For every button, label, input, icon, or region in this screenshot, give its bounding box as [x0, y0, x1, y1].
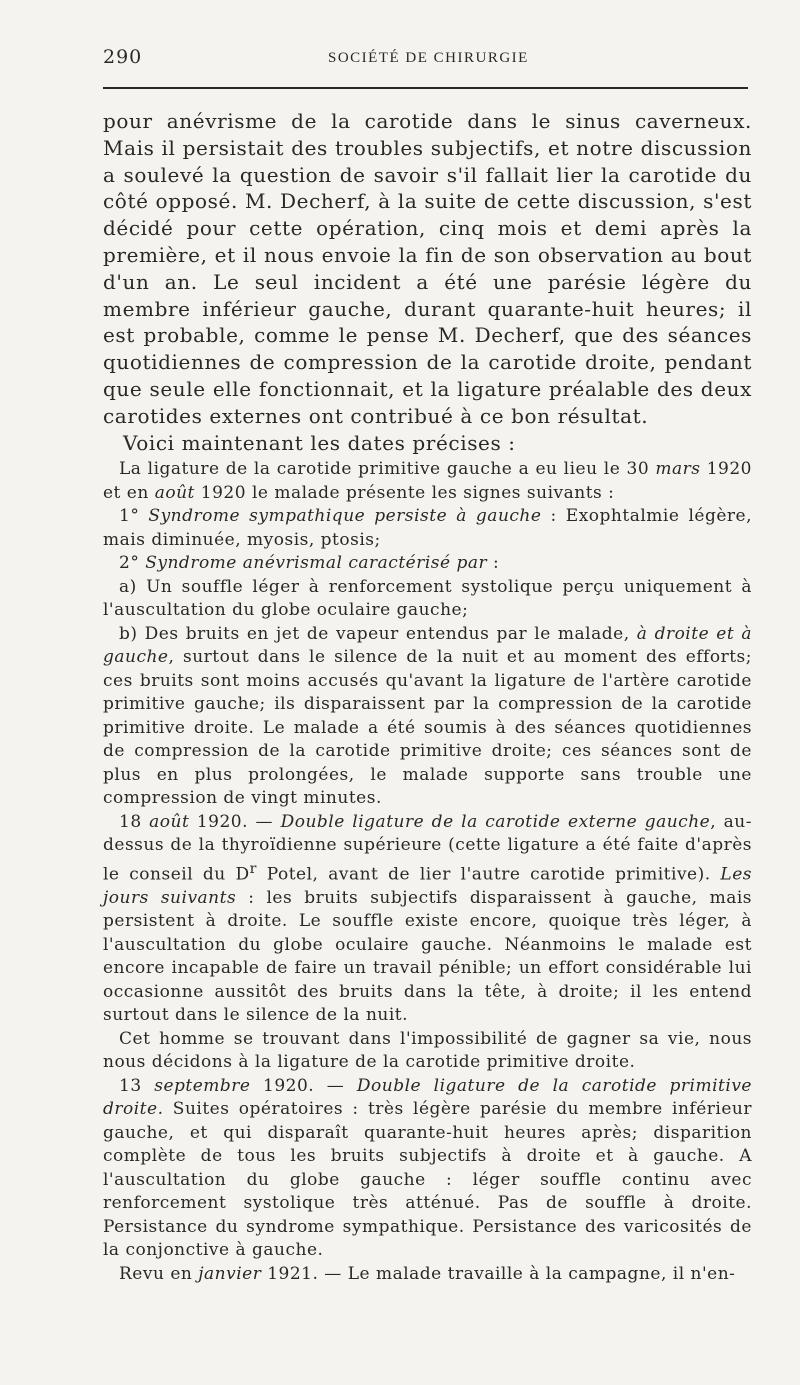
page-header — [103, 40, 750, 80]
paragraph: pour anévrisme de la carotide dans le sinus caverneux. Mais il persistait des troubles subjectifs, et notre discussion a soulevé la question de savoir s'il fallait lier la carotide du côté opposé. M. Decherf, à la suite de cette discussion, s'est décidé pour cette opération, cinq mois et demi après la première, et il nous envoie la fin de son observation au bout d'un an. Le seul incident a été une parésie légère du membre inférieur gauche, durant quarante-huit heures; il est probable, comme le pense M. Decherf, que des séances quotidiennes de compression de la carotide droite, pendant que seule elle fonctionnait, et la ligature préalable des deux carotides externes ont contribué à ce bon résultat. — [103, 109, 752, 428]
paragraph: La ligature de la carotide primitive gauche a eu lieu le 30 mars 1920 et en août 1920 le malade présente les signes suivants : — [103, 459, 752, 503]
paragraph: 2° Syndrome anévrismal caractérisé par : — [119, 553, 500, 573]
paragraph: b) Des bruits en jet de vapeur entendus par le malade, à droite et à gauche, surtout dans le silence de la nuit et au moment des efforts; ces bruits sont moins accusés qu'avant la ligature de l'artère carotide primitive gauche; ils disparaissent par la compression de la carotide primitive droite. Le malade a été soumis à des séances quotidiennes de compression de la carotide primitive droite; ces séances sont de plus en plus prolongées, le malade supporte sans trouble une compression de vingt minutes. — [103, 623, 752, 808]
page-number: 290 — [103, 46, 143, 68]
paragraph: 13 septembre 1920. — Double ligature de la carotide primitive droite. Suites opératoires : très légère parésie du membre inférieur gauche, et qui disparaît quarante-huit heures après; disparition complète de tous les bruits subjectifs à droite et à gauche. A l'auscultation du globe gauche : léger souffle continu avec renforcement systolique très atténué. Pas de souffle à droite. Persistance du syndrome sympathique. Persistance des varicosités de la conjonctive à gauche. — [103, 1075, 752, 1261]
observation-text — [103, 458, 752, 1286]
paragraph: Revu en janvier 1921. — Le malade travaille à la campagne, il n'en- — [119, 1263, 736, 1284]
paragraph: 18 août 1920. — Double ligature de la carotide externe gauche, au-dessus de la thyroïdienne supérieure (cette ligature a été faite d'après le conseil du $D^r$ Potel, avant de lier l'autre carotide primitive). Les jours suivants : les bruits subjectifs disparaissent à gauche, mais persistent à droite. Le souffle existe encore, quoique très léger, à l'auscultation du globe oculaire gauche. Néanmoins le malade est encore incapable de faire un travail pénible; un effort considérable lui occasionne aussitôt des bruits dans la tête, à droite; il les entend surtout dans le silence de la nuit. — [103, 811, 752, 1026]
running-title: SOCIÉTÉ DE CHIRURGIE — [328, 50, 529, 66]
paragraph: Voici maintenant les dates précises : — [123, 430, 516, 455]
main-text — [103, 108, 752, 456]
paragraph: a) Un souffle léger à renforcement systolique perçu uniquement à l'auscultation du globe oculaire gauche; — [103, 576, 752, 620]
header-rule — [103, 87, 748, 89]
paragraph: Cet homme se trouvant dans l'impossibilité de gagner sa vie, nous nous décidons à la ligature de la carotide primitive droite. — [103, 1028, 752, 1073]
paragraph: 1° Syndrome sympathique persiste à gauche : Exophtalmie légère, mais diminuée, myosis, ptosis; — [103, 506, 753, 550]
